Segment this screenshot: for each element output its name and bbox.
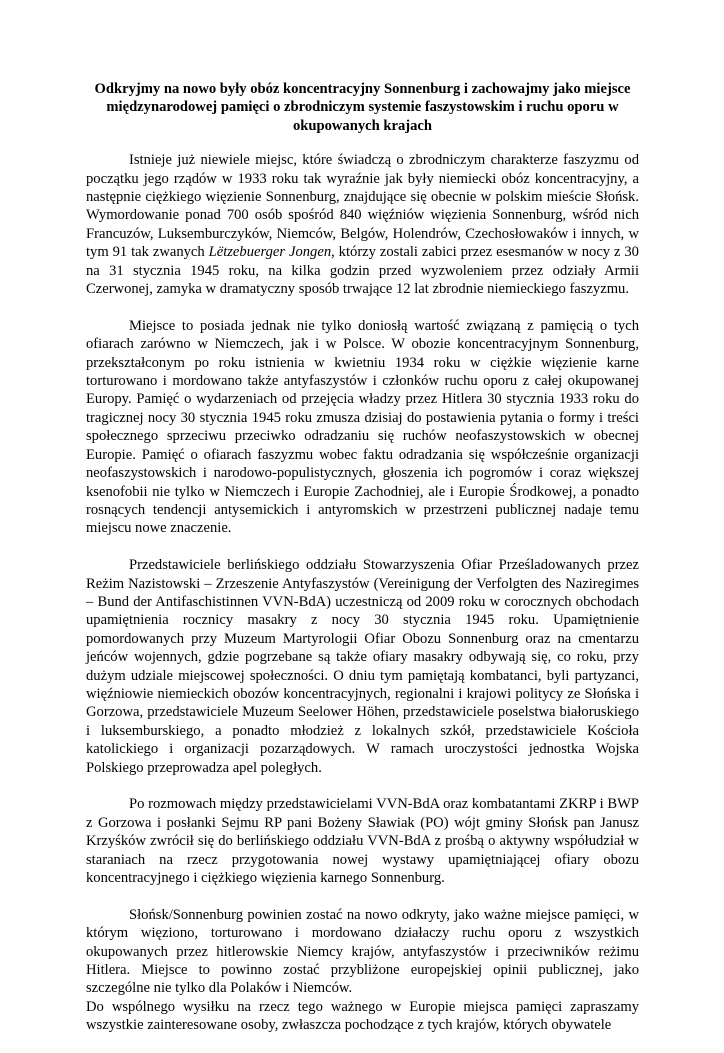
document-title: Odkryjmy na nowo były obóz koncentracyjny Sonnenburg i zachowajmy jako miejsce międzynarodowej pamięci o zbrodniczym systemie faszystowskim i ruchu oporu w okupowanych krajach xyxy=(94,81,631,134)
paragraph-3: Przedstawiciele berlińskiego oddziału Stowarzyszenia Ofiar Prześladowanych przez Reżim Nazistowski – Zrzeszenie Antyfaszystów (Vereinigung der Verfolgten des Naziregimes – Bund der Antifaschistinnen VVN-BdA) uczestniczą od 2009 roku w corocznych obchodach upamiętnienia rocznicy masakry z nocy 30 stycznia 1945 roku. Upamiętnienie pomordowanych przy Muzeum Martyrologii Ofiar Obozu Sonnenburg oraz na cmentarzu jeńców wojennych, gdzie pogrzebane są także ofiary masakry odbywają się, co roku, przy dużym udziale miejscowej społeczności. O dniu tym pamiętają kombatanci, byli partyzanci, więźniowie niemieckich obozów koncentracyjnych, regionalni i krajowi politycy ze Słońska i Gorzowa, przedstawiciele Muzeum Seelower Höhen, przedstawiciele poselstwa białoruskiego i luksemburskiego, a ponadto młodzież z lokalnych szkół, przedstawiciele Kościoła katolickiego i organizacji pozarządowych. W ramach uroczystości jednostka Wojska Polskiego przeprowadza apel poległych. xyxy=(86,557,639,776)
paragraph-4: Po rozmowach między przedstawicielami VVN-BdA oraz kombatantami ZKRP i BWP z Gorzowa i posłanki Sejmu RP pani Bożeny Sławiak (PO) wójt gminy Słońsk pan Janusz Krzyśków zwrócił się do berlińskiego oddziału VVN-BdA z prośbą o aktywny współudział w staraniach na rzecz przygotowania nowej wystawy upamiętniającej ofiary obozu koncentracyjnego i ciężkiego więzienia karnego Sonnenburg. xyxy=(86,796,639,887)
paragraph-2: Miejsce to posiada jednak nie tylko doniosłą wartość związaną z pamięcią o tych ofiarach zarówno w Niemczech, jak i w Polsce. W obozie koncentracyjnym Sonnenburg, przekształconym po roku istnienia w kwietniu 1934 roku w ciężkie więzienie karne torturowano i mordowano także antyfaszystów i członków ruchu oporu z całej okupowanej Europy. Pamięć o wydarzeniach od przejęcia władzy przez Hitlera 30 stycznia 1933 roku do tragicznej nocy 30 stycznia 1945 roku zmusza dzisiaj do postawienia pytania o formy i treści społecznego sprzeciwu przeciwko odradzaniu się ruchów neofaszystowskich w obecnej Europie. Pamięć o ofiarach faszyzmu wobec faktu odradzania się współcześnie organizacji neofaszystowskich i narodowo-populistycznych, głoszenia ich pogromów i coraz większej ksenofobii nie tylko w Niemczech i Europie Zachodniej, ale i Europie Środkowej, a ponadto rosnących tendencji antysemickich i antyromskich w przestrzeni publicznej nadaje temu miejscu nowe znaczenie. xyxy=(86,317,639,537)
paragraph-1-text-a: Istnieje już niewiele miejsc, które świadczą o zbrodniczym charakterze faszyzmu od początku jego rządów w 1933 roku tak wyraźnie jak były niemiecki obóz koncentracyjny, a następnie ciężkiego więzienie Sonnenburg, znajdujące się obecnie w polskim mieście Słońsk. Wymordowanie ponad 700 osób spośród 840 więźniów więzienia Sonnenburg, wśród nich Francuzów, Luksemburczyków, Niemców, Belgów, Holendrów, Czechosłowaków i innych, w tym 91 tak zwanych xyxy=(86,152,639,261)
paragraph-1-italic-term: Lëtzebuerger Jongen xyxy=(208,244,332,261)
paragraph-1 xyxy=(86,151,639,298)
paragraph-1-text-b: , którzy zostali zabici przez esesmanów w nocy z 30 na 31 stycznia 1945 roku, na kilka godzin przed wyzwoleniem przez odziały Armii Czerwonej, zamyka w dramatyczny sposób trwające 12 lat zbrodnie niemieckiego faszyzmu. xyxy=(86,244,639,298)
paragraph-5: Słońsk/Sonnenburg powinien zostać na nowo odkryty, jako ważne miejsce pamięci, w którym więziono, torturowano i mordowano działaczy ruchu oporu z wszystkich okupowanych przez hitlerowskie Niemcy krajów, antyfaszystów i przeciwników reżimu Hitlera. Miejsce to powinno zostać przybliżone europejskiej opinii publicznej, jako szczególne nie tylko dla Polaków i Niemców. xyxy=(86,906,639,997)
paragraph-6: Do wspólnego wysiłku na rzecz tego ważnego w Europie miejsca pamięci zapraszamy wszystkie zainteresowane osoby, zwłaszcza pochodzące z tych krajów, których obywatele xyxy=(86,998,639,1034)
document-body xyxy=(86,80,639,1053)
